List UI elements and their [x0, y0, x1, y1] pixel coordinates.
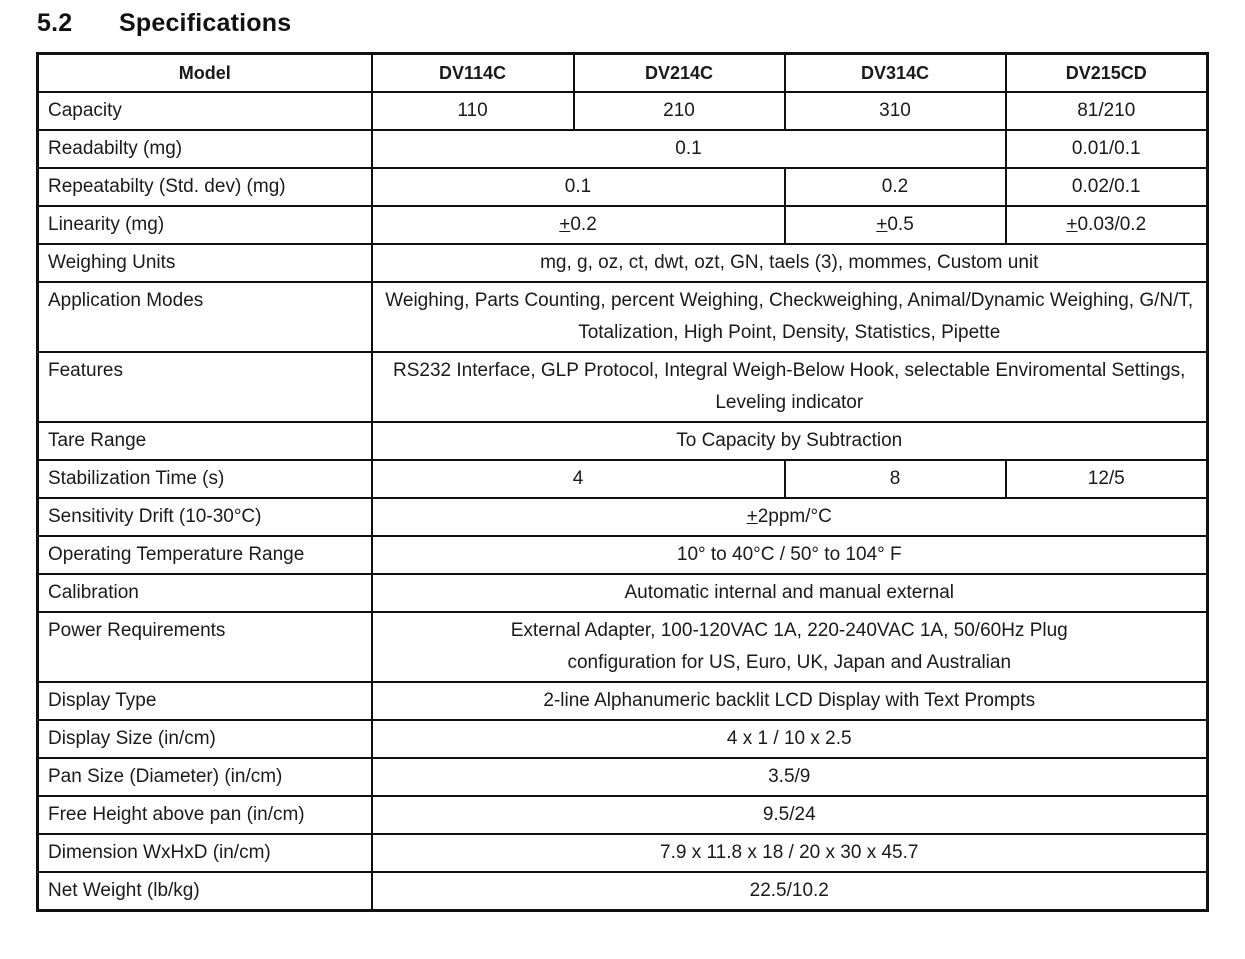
row-label: Net Weight (lb/kg) [38, 872, 372, 911]
cell-value [785, 206, 1006, 244]
cell-value: 12/5 [1006, 460, 1208, 498]
cell-value: 310 [785, 92, 1006, 130]
table-row [38, 206, 1208, 244]
cell-value: 9.5/24 [372, 796, 1208, 834]
cell-line: RS232 Interface, GLP Protocol, Integral Weigh-Below Hook, selectable Enviromental Settings, [393, 360, 1186, 381]
row-label: Calibration [38, 574, 372, 612]
cell-value: 10° to 40°C / 50° to 104° F [372, 536, 1208, 574]
table-row [38, 872, 1208, 911]
cell-value: mg, g, oz, ct, dwt, ozt, GN, taels (3), mommes, Custom unit [372, 244, 1208, 282]
table-row [38, 244, 1208, 282]
row-label: Weighing Units [38, 244, 372, 282]
table-row [38, 498, 1208, 536]
cell-value: 2-line Alphanumeric backlit LCD Display with Text Prompts [372, 682, 1208, 720]
cell-line: configuration for US, Euro, UK, Japan and Australian [567, 652, 1012, 673]
cell-value [372, 282, 1208, 352]
table-row [38, 758, 1208, 796]
row-label: Free Height above pan (in/cm) [38, 796, 372, 834]
cell-value: 0.1 [372, 130, 1006, 168]
cell-value: 4 x 1 / 10 x 2.5 [372, 720, 1208, 758]
cell-value: 0.02/0.1 [1006, 168, 1208, 206]
model-dv314c: DV314C [785, 54, 1006, 93]
row-label: Dimension WxHxD (in/cm) [38, 834, 372, 872]
model-dv215cd: DV215CD [1006, 54, 1208, 93]
plus-minus-sign: + [746, 506, 758, 527]
cell-line: Weighing, Parts Counting, percent Weighing, Checkweighing, Animal/Dynamic Weighing, G/N/T, [385, 290, 1194, 311]
model-dv114c: DV114C [372, 54, 574, 93]
row-label: Pan Size (Diameter) (in/cm) [38, 758, 372, 796]
cell-line: Leveling indicator [715, 392, 864, 413]
table-row [38, 460, 1208, 498]
plus-minus-sign: + [1066, 214, 1078, 235]
plus-minus-sign: + [876, 214, 888, 235]
row-label: Power Requirements [38, 612, 372, 682]
table-row [38, 130, 1208, 168]
cell-value: 0.01/0.1 [1006, 130, 1208, 168]
section-number: 5.2 [37, 9, 73, 37]
plus-minus-sign: + [559, 214, 571, 235]
row-label: Application Modes [38, 282, 372, 352]
row-label: Display Type [38, 682, 372, 720]
row-label: Sensitivity Drift (10-30°C) [38, 498, 372, 536]
table-row [38, 352, 1208, 422]
row-label: Capacity [38, 92, 372, 130]
cell-text: 2ppm/°C [757, 506, 832, 527]
table-row [38, 834, 1208, 872]
row-label: Features [38, 352, 372, 422]
table-row [38, 682, 1208, 720]
table-row [38, 168, 1208, 206]
cell-value: Automatic internal and manual external [372, 574, 1208, 612]
cell-value: 7.9 x 11.8 x 18 / 20 x 30 x 45.7 [372, 834, 1208, 872]
row-label: Display Size (in/cm) [38, 720, 372, 758]
section-title: Specifications [119, 9, 292, 37]
cell-text: 0.5 [887, 214, 914, 235]
cell-value [372, 206, 785, 244]
cell-line: Totalization, High Point, Density, Statistics, Pipette [578, 322, 1001, 343]
specifications-table [36, 52, 1209, 912]
row-label: Repeatabilty (Std. dev) (mg) [38, 168, 372, 206]
table-row [38, 574, 1208, 612]
table-row [38, 536, 1208, 574]
cell-value: 22.5/10.2 [372, 872, 1208, 911]
cell-value: 110 [372, 92, 574, 130]
table-row [38, 796, 1208, 834]
cell-value: To Capacity by Subtraction [372, 422, 1208, 460]
cell-text: 0.2 [570, 214, 597, 235]
table-row [38, 720, 1208, 758]
cell-value: 210 [574, 92, 785, 130]
row-label: Linearity (mg) [38, 206, 372, 244]
cell-value: 81/210 [1006, 92, 1208, 130]
row-label: Operating Temperature Range [38, 536, 372, 574]
row-label: Stabilization Time (s) [38, 460, 372, 498]
section-heading [37, 6, 291, 40]
table-row [38, 282, 1208, 352]
model-dv214c: DV214C [574, 54, 785, 93]
model-header: Model [38, 54, 372, 93]
row-label: Tare Range [38, 422, 372, 460]
cell-value: 8 [785, 460, 1006, 498]
cell-value: 0.2 [785, 168, 1006, 206]
cell-value: 0.1 [372, 168, 785, 206]
cell-value: 4 [372, 460, 785, 498]
table-header-row [38, 54, 1208, 93]
cell-text: 0.03/0.2 [1077, 214, 1147, 235]
cell-value [372, 352, 1208, 422]
cell-value [372, 612, 1208, 682]
cell-value [1006, 206, 1208, 244]
cell-line: External Adapter, 100-120VAC 1A, 220-240VAC 1A, 50/60Hz Plug [510, 620, 1068, 641]
table-row [38, 92, 1208, 130]
table-row [38, 422, 1208, 460]
cell-value: 3.5/9 [372, 758, 1208, 796]
cell-value [372, 498, 1208, 536]
row-label: Readabilty (mg) [38, 130, 372, 168]
table-row [38, 612, 1208, 682]
